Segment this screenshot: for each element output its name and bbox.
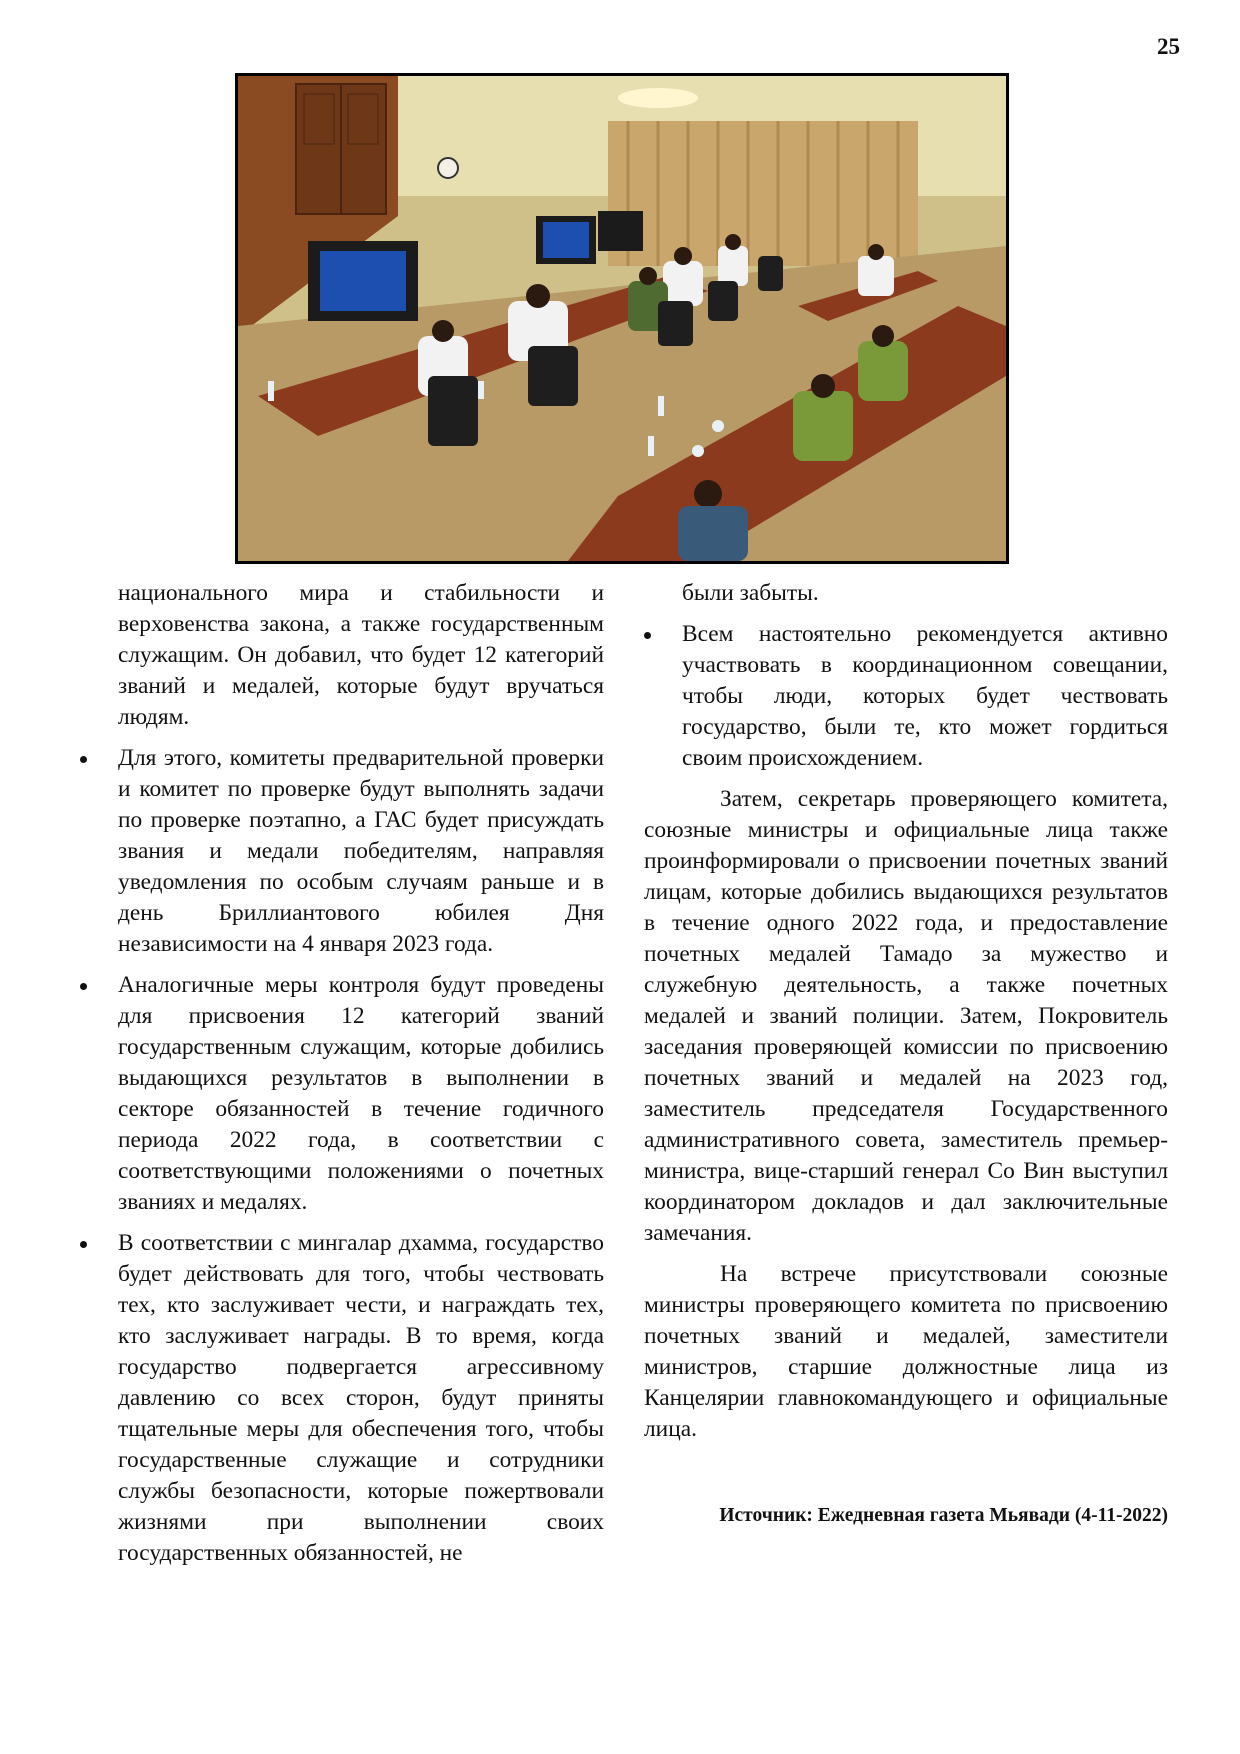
bullet-icon (80, 983, 87, 990)
bullet-icon (80, 1241, 87, 1248)
list-item-text: Для этого, комитеты предварительной проверки и комитет по проверке будут выполнять задачи по проверке поэтапно, а ГАС будет присуждать звания и медали победителям, направляя уведомления по особым случаям раньше и в день Бриллиантового юбилея Дня независимости на 4 января 2023 года. (118, 745, 604, 957)
list-item (118, 743, 604, 960)
paragraph-continuation: национального мира и стабильности и верховенства закона, а также государственным служащим. Он добавил, что будет 12 категорий званий и медалей, которые будут вручаться людям. (118, 580, 604, 730)
page-number: 25 (1157, 34, 1180, 59)
list-item (644, 619, 1168, 774)
bullet-list (644, 619, 1168, 774)
right-column (644, 578, 1168, 1455)
list-item (118, 970, 604, 1218)
left-column (118, 578, 604, 1579)
bullet-icon (80, 756, 87, 763)
meeting-photo (235, 73, 1009, 564)
bullet-list (118, 743, 604, 1569)
bullet-icon (644, 632, 651, 639)
list-item-text: Всем настоятельно рекомендуется активно участвовать в координационном совещании, чтобы люди, которых будет чествовать государство, были те, кто может гордиться своим происхождением. (682, 621, 1168, 771)
body-paragraph: На встрече присутствовали союзные министры проверяющего комитета по присвоению почетных званий и медалей, заместители министров, старшие должностные лица из Канцелярии главнокомандующего и официальные лица. (644, 1261, 1168, 1442)
paragraph-continuation: были забыты. (682, 580, 819, 606)
list-item-text: Аналогичные меры контроля будут проведены для присвоения 12 категорий званий государственным служащим, которые добились выдающихся результатов в выполнении в секторе обязанностей в течение годичного периода 2022 года, в соответствии с соответствующими положениями о почетных званиях и медалях. (118, 972, 604, 1215)
body-paragraph: Затем, секретарь проверяющего комитета, союзные министры и официальные лица также проинформировали о присвоении почетных званий лицам, которые добились выдающихся результатов в течение одного 2022 года, и предоставление почетных медалей Тамадо за мужество и служебную деятельность, а также почетных медалей и званий полиции. Затем, Покровитель заседания проверяющей комиссии по присвоению почетных званий и медалей на 2023 год, заместитель председателя Государственного административного совета, заместитель премьер-министра, вице-старший генерал Со Вин выступил координатором докладов и дал заключительные замечания. (644, 786, 1168, 1246)
meeting-room-illustration (238, 76, 1006, 561)
source-citation: Источник: Ежедневная газета Мьявади (4-11-2022) (719, 1505, 1168, 1526)
list-item-text: В соответствии с мингалар дхамма, государство будет действовать для того, чтобы чествовать тех, кто заслуживает чести, и награждать тех, кто заслуживает награды. В то время, когда государство подвергается агрессивному давлению со всех сторон, будут приняты тщательные меры для обеспечения того, чтобы государственные служащие и сотрудники службы безопасности, которые пожертвовали жизнями при выполнении своих государственных обязанностей, не (118, 1230, 604, 1566)
list-item (118, 1228, 604, 1569)
